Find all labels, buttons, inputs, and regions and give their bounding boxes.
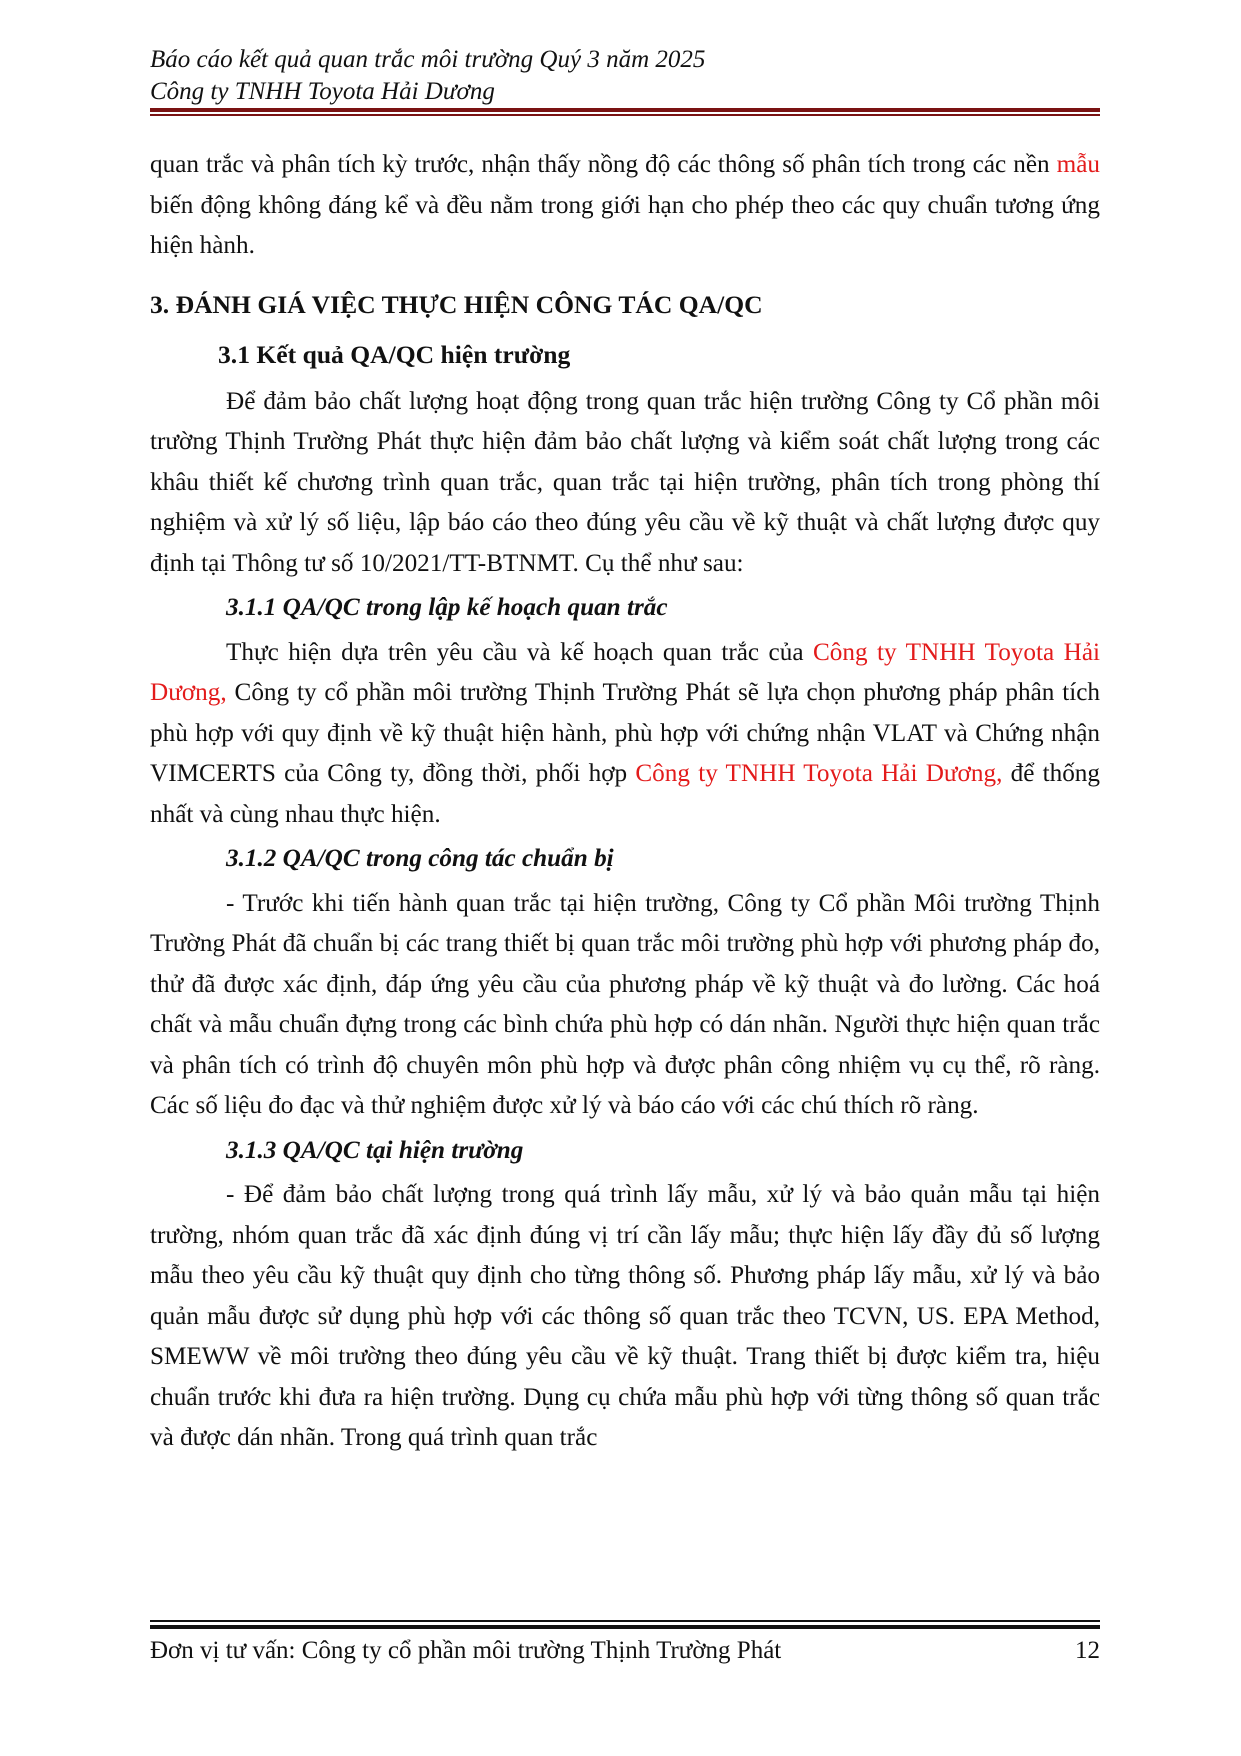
header-rule [150, 108, 1100, 112]
section-heading-3-1: 3.1 Kết quả QA/QC hiện trường [218, 340, 571, 369]
page-number: 12 [1075, 1637, 1100, 1664]
paragraph-qaqc-intro: Để đảm bảo chất lượng hoạt động trong quan trắc hiện trường Công ty Cổ phần môi trường Thịnh Trường Phát thực hiện đảm bảo chất lượng và kiểm soát chất lượng trong các khâu thiết kế chương trình quan trắc, quan trắc tại hiện trường, phân tích trong phòng thí nghiệm và xử lý số liệu, lập báo cáo theo đúng yêu cầu về kỹ thuật và chất lượng được quy định tại Thông tư số 10/2021/TT-BTNMT. Cụ thể như sau: [150, 387, 1100, 577]
header-company: Công ty TNHH Toyota Hải Dương [150, 78, 495, 105]
highlight-text: mẫu [1056, 151, 1100, 178]
footer-rule-thin [150, 1620, 1100, 1622]
footer-rule [150, 1625, 1100, 1629]
section-heading-3-1-1: 3.1.1 QA/QC trong lập kế hoạch quan trắc [226, 594, 668, 621]
header-rule-thin [150, 114, 1100, 116]
paragraph-planning: Thực hiện dựa trên yêu cầu và kế hoạch quan trắc của Công ty TNHH Toyota Hải Dương, Công ty cổ phần môi trường Thịnh Trường Phát sẽ lựa chọn phương pháp phân tích phù hợp với quy định về kỹ thuật hiện hành, phù hợp với chứng nhận VLAT và Chứng nhận VIMCERTS của Công ty, đồng thời, phối hợp Công ty TNHH Toyota Hải Dương, để thống nhất và cùng nhau thực hiện. [150, 638, 1101, 828]
section-heading-3-1-3: 3.1.3 QA/QC tại hiện trường [226, 1136, 524, 1164]
paragraph-preparation: - Trước khi tiến hành quan trắc tại hiện trường, Công ty Cổ phần Môi trường Thịnh Trường Phát đã chuẩn bị các trang thiết bị quan trắc môi trường phù hợp với phương pháp đo, thử đã được xác định, đáp ứng yêu cầu của phương pháp về kỹ thuật và đo lường. Các hoá chất và mẫu chuẩn đựng trong các bình chứa phù hợp có dán nhãn. Người thực hiện quan trắc và phân tích có trình độ chuyên môn phù hợp và được phân công nhiệm vụ cụ thể, rõ ràng. Các số liệu đo đạc và thử nghiệm được xử lý và báo cáo với các chú thích rõ ràng. [150, 889, 1100, 1119]
page-body [150, 145, 1100, 1459]
page-header [150, 44, 1100, 108]
section-heading-3-1-2: 3.1.2 QA/QC trong công tác chuẩn bị [226, 845, 614, 872]
footer-consultant: Đơn vị tư vấn: Công ty cổ phần môi trường Thịnh Trường Phát [150, 1637, 782, 1664]
paragraph-continuation: quan trắc và phân tích kỳ trước, nhận thấy nồng độ các thông số phân tích trong các nền mẫu biến động không đáng kể và đều nằm trong giới hạn cho phép theo các quy chuẩn tương ứng hiện hành. [150, 151, 1100, 259]
highlight-company-2: Công ty TNHH Toyota Hải Dương, [635, 760, 1003, 787]
section-heading-3: 3. ĐÁNH GIÁ VIỆC THỰC HIỆN CÔNG TÁC QA/QC [150, 289, 763, 319]
paragraph-field: - Để đảm bảo chất lượng trong quá trình lấy mẫu, xử lý và bảo quản mẫu tại hiện trường, nhóm quan trắc đã xác định đúng vị trí cần lấy mẫu; thực hiện lấy đầy đủ số lượng mẫu theo yêu cầu kỹ thuật quy định cho từng thông số. Phương pháp lấy mẫu, xử lý và bảo quản mẫu được sử dụng phù hợp với các thông số quan trắc theo TCVN, US. EPA Method, SMEWW về môi trường theo đúng yêu cầu về kỹ thuật. Trang thiết bị được kiểm tra, hiệu chuẩn trước khi đưa ra hiện trường. Dụng cụ chứa mẫu phù hợp với từng thông số quan trắc và được dán nhãn. Trong quá trình quan trắc [150, 1181, 1100, 1451]
highlight-company-1: Công ty TNHH Toyota Hải Dương, [150, 638, 1101, 706]
header-report-title: Báo cáo kết quả quan trắc môi trường Quý 3 năm 2025 [150, 46, 706, 73]
page-footer [150, 1637, 1100, 1665]
